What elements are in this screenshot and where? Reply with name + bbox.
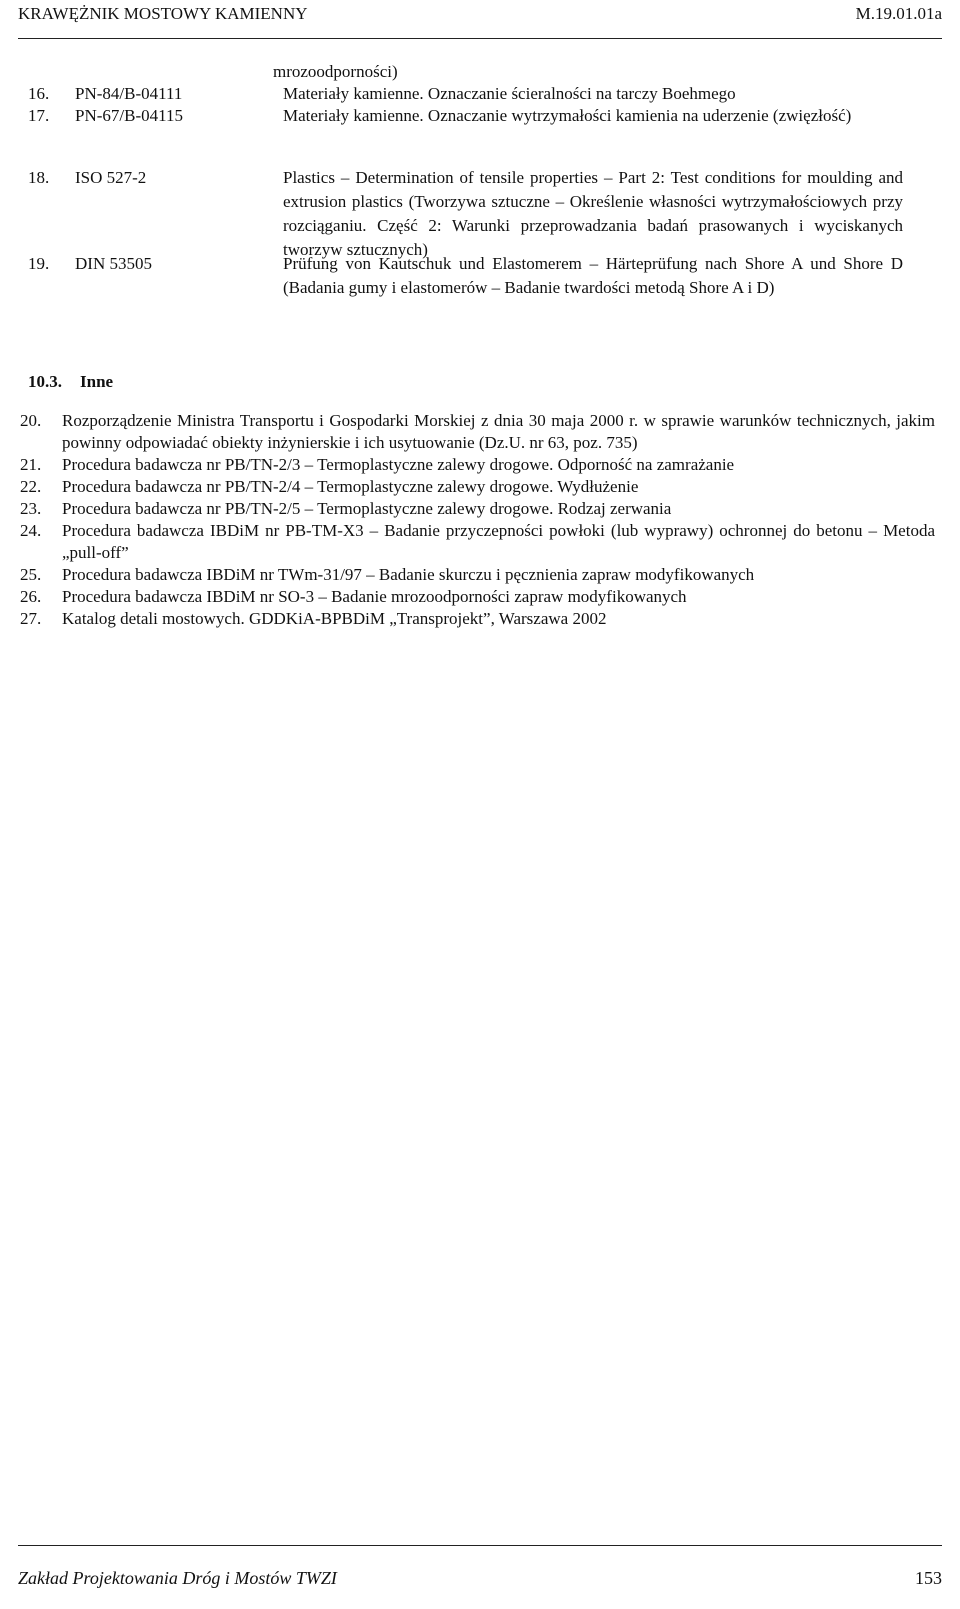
item-number: 24.	[20, 521, 42, 540]
reference-code: DIN 53505	[75, 254, 152, 273]
reference-number: 18.	[28, 168, 50, 187]
item-text: Procedura badawcza nr PB/TN-2/3 – Termoplastyczne zalewy drogowe. Odporność na zamrażanie	[62, 455, 735, 474]
item-text: Procedura badawcza IBDiM nr TWm-31/97 – Badanie skurczu i pęcznienia zapraw modyfikowanych	[62, 565, 755, 584]
item-text: Procedura badawcza IBDiM nr PB-TM-X3 – Badanie przyczepności powłoki (lub wyprawy) ochronnej do betonu – Metoda „pull-off”	[62, 521, 935, 562]
list-item	[20, 476, 935, 498]
item-text: Procedura badawcza IBDiM nr SO-3 – Badanie mrozoodporności zapraw modyfikowanych	[62, 587, 687, 606]
reference-code: PN-67/B-04115	[75, 106, 183, 125]
item-text: Rozporządzenie Ministra Transportu i Gospodarki Morskiej z dnia 30 maja 2000 r. w sprawie warunków technicznych, jakim powinny odpowiadać obiekty inżynierskie i ich usytuowanie (Dz.U. nr 63, poz. 735)	[62, 411, 935, 452]
item-number: 26.	[20, 587, 42, 606]
reference-code: PN-84/B-04111	[75, 84, 183, 103]
continuation-text: mrozoodporności)	[273, 62, 398, 81]
section-heading	[28, 372, 113, 392]
item-number: 25.	[20, 565, 42, 584]
list-item	[20, 520, 935, 564]
item-number: 20.	[20, 411, 42, 430]
reference-code: ISO 527-2	[75, 168, 147, 187]
item-text: Procedura badawcza nr PB/TN-2/5 – Termoplastyczne zalewy drogowe. Rodzaj zerwania	[62, 499, 672, 518]
section-title: Inne	[80, 372, 114, 391]
item-text: Katalog detali mostowych. GDDKiA-BPBDiM „Transprojekt”, Warszawa 2002	[62, 609, 607, 628]
item-number: 21.	[20, 455, 42, 474]
reference-description: Plastics – Determination of tensile properties – Part 2: Test conditions for moulding and extrusion plastics (Tworzywa sztuczne – Określenie własności wytrzymałościowych przy rozciąganiu. Część 2: Warunki przeprowadzania badań prasowanych i wyciskanych tworzyw sztucznych)	[283, 168, 903, 259]
item-text: Procedura badawcza nr PB/TN-2/4 – Termoplastyczne zalewy drogowe. Wydłużenie	[62, 477, 639, 496]
item-number: 22.	[20, 477, 42, 496]
footer-organization: Zakład Projektowania Dróg i Mostów TWZI	[18, 1568, 337, 1588]
reference-number: 16.	[28, 84, 50, 103]
page-footer	[18, 1545, 942, 1596]
header-code: M.19.01.01a	[855, 4, 942, 23]
list-item	[20, 564, 935, 586]
section-number: 10.3.	[28, 372, 62, 391]
reference-number: 17.	[28, 106, 50, 125]
header-title: KRAWĘŻNIK MOSTOWY KAMIENNY	[18, 4, 308, 23]
reference-description: Prüfung von Kautschuk und Elastomerem – Härteprüfung nach Shore A und Shore D (Badania gumy i elastomerów – Badanie twardości metodą Shore A i D)	[283, 254, 903, 297]
page-number: 153	[915, 1568, 942, 1588]
item-number: 27.	[20, 609, 42, 628]
list-item	[20, 454, 935, 476]
list-item	[20, 586, 935, 608]
list-item	[20, 608, 935, 630]
item-number: 23.	[20, 499, 42, 518]
list-item	[20, 410, 935, 454]
reference-description: Materiały kamienne. Oznaczanie wytrzymałości kamienia na uderzenie (zwięzłość)	[283, 106, 852, 125]
reference-description: Materiały kamienne. Oznaczanie ścieralności na tarczy Boehmego	[283, 84, 736, 103]
list-item	[20, 498, 935, 520]
page-header	[18, 0, 942, 39]
reference-number: 19.	[28, 254, 50, 273]
